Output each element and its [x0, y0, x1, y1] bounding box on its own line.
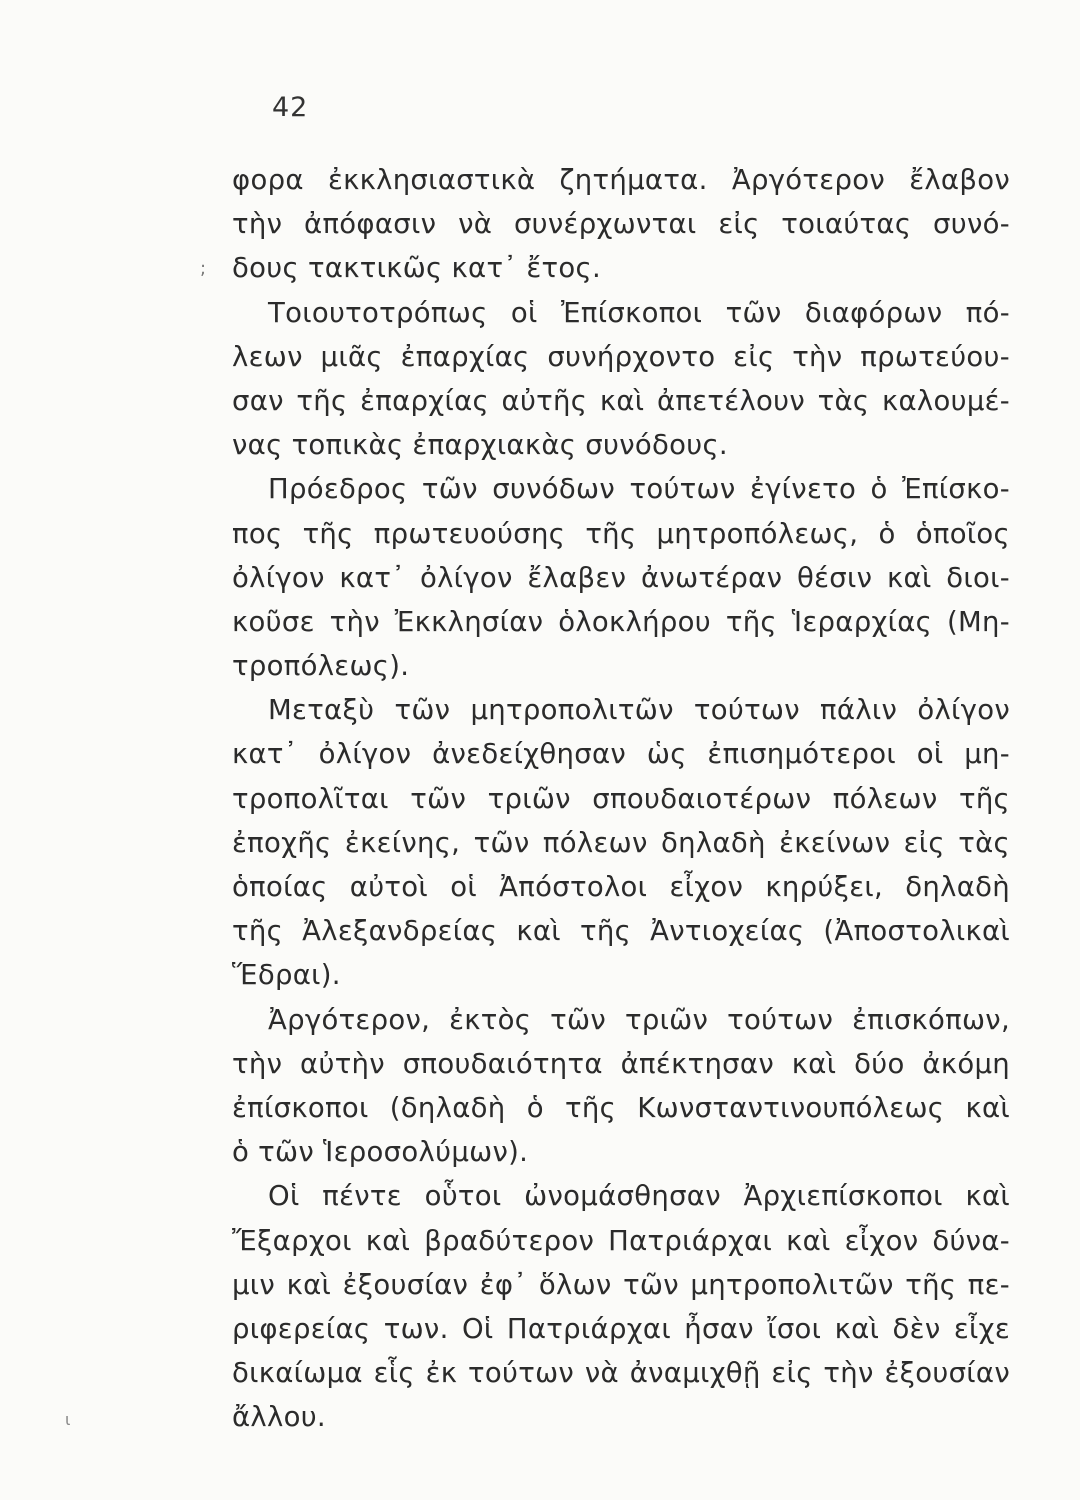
text-line: λεων μιᾶς ἐπαρχίας συνήρχοντο εἰς τὴν πρωτεύου- [232, 340, 1010, 373]
text-line: Ἕδραι). [232, 959, 341, 992]
text-line: τὴν αὐτὴν σπουδαιότητα ἀπέκτησαν καὶ δύο ἀκόμη [232, 1047, 1010, 1080]
body-text [232, 158, 1010, 1439]
text-line: μιν καὶ ἐξουσίαν ἐφ᾽ ὅλων τῶν μητροπολιτῶν τῆς πε- [232, 1268, 1010, 1301]
text-line: τῆς Ἀλεξανδρείας καὶ τῆς Ἀντιοχείας (Ἀποστολικαὶ [232, 915, 1010, 948]
text-line: ἐποχῆς ἐκείνης, τῶν πόλεων δηλαδὴ ἐκείνων εἰς τὰς [232, 826, 1010, 859]
text-line: νας τοπικὰς ἐπαρχιακὰς συνόδους. [232, 429, 728, 462]
text-line: δους τακτικῶς κατ᾽ ἔτος. [232, 252, 602, 285]
text-line: Οἱ πέντε οὗτοι ὠνομάσθησαν Ἀρχιεπίσκοποι καὶ [268, 1180, 1010, 1213]
text-line: Ἔξαρχοι καὶ βραδύτερον Πατριάρχαι καὶ εἶχον δύνα- [232, 1224, 1010, 1257]
text-line: Πρόεδρος τῶν συνόδων τούτων ἐγίνετο ὁ Ἐπίσκο- [268, 473, 1010, 506]
corner-mark: ι [65, 1410, 71, 1429]
text-line: Μεταξὺ τῶν μητροπολιτῶν τούτων πάλιν ὀλίγον [268, 694, 1010, 727]
text-line: ὁ τῶν Ἱεροσολύμων). [232, 1136, 529, 1169]
text-line: ὁποίας αὐτοὶ οἱ Ἀπόστολοι εἶχον κηρύξει, δηλαδὴ [232, 871, 1010, 903]
text-line: κοῦσε τὴν Ἐκκλησίαν ὁλοκλήρου τῆς Ἱεραρχίας (Μη- [232, 605, 1010, 638]
text-line: πος τῆς πρωτευούσης τῆς μητροπόλεως, ὁ ὁποῖος [232, 517, 1010, 550]
text-line: ἐπίσκοποι (δηλαδὴ ὁ τῆς Κωνσταντινουπόλεως καὶ [232, 1091, 1010, 1124]
page-number: 42 [272, 92, 309, 123]
text-line: τὴν ἀπόφασιν νὰ συνέρχωνται εἰς τοιαύτας συνό- [232, 208, 1010, 241]
margin-mark: ; [200, 258, 207, 279]
text-line: φορα ἐκκλησιαστικὰ ζητήματα. Ἀργότερον ἔλαβον [232, 164, 1010, 196]
text-line: κατ᾽ ὀλίγον ἀνεδείχθησαν ὡς ἐπισημότεροι οἱ μη- [232, 738, 1010, 771]
text-line: Ἀργότερον, ἐκτὸς τῶν τριῶν τούτων ἐπισκόπων, [268, 1003, 1010, 1036]
text-line: τροπολῖται τῶν τριῶν σπουδαιοτέρων πόλεων τῆς [232, 782, 1010, 815]
text-line: ὀλίγον κατ᾽ ὀλίγον ἔλαβεν ἀνωτέραν θέσιν καὶ διοι- [232, 561, 1010, 594]
text-line: τροπόλεως). [232, 650, 410, 683]
text-line: ριφερείας των. Οἱ Πατριάρχαι ἦσαν ἴσοι καὶ δὲν εἶχε [232, 1312, 1010, 1345]
text-line: ἄλλου. [232, 1401, 326, 1434]
text-line: Τοιουτοτρόπως οἱ Ἐπίσκοποι τῶν διαφόρων πό- [268, 296, 1010, 329]
text-line: σαν τῆς ἐπαρχίας αὐτῆς καὶ ἀπετέλουν τὰς καλουμέ- [232, 384, 1010, 417]
text-line: δικαίωμα εἷς ἐκ τούτων νὰ ἀναμιχθῇ εἰς τὴν ἐξουσίαν [232, 1357, 1010, 1390]
